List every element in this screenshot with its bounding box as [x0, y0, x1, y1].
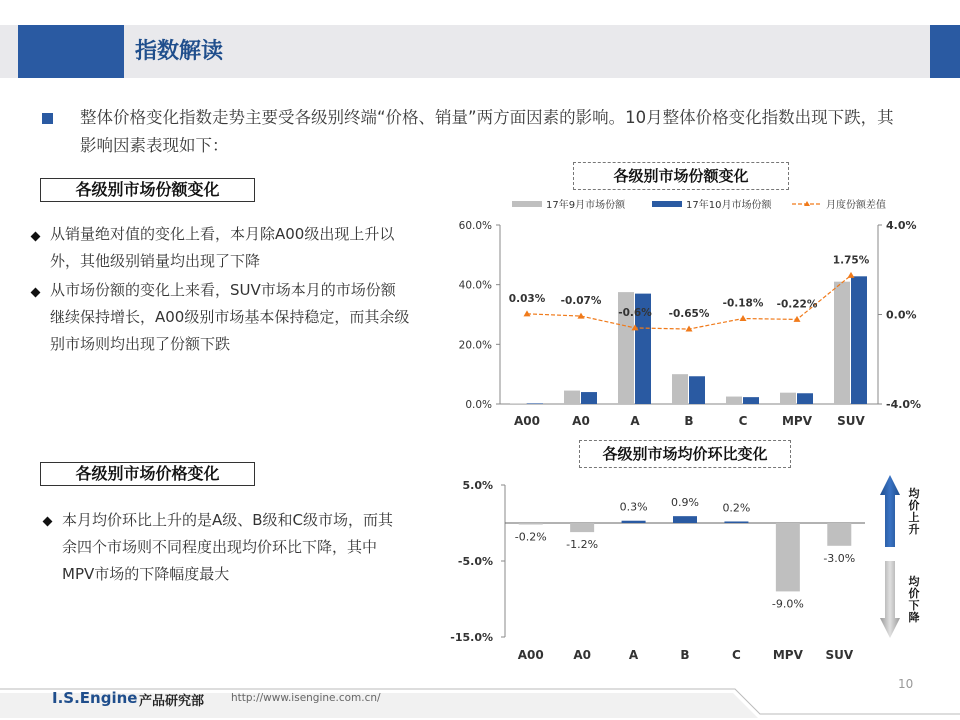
x-tick-label: A — [630, 414, 640, 428]
share-diff-label: -0.6% — [618, 306, 652, 319]
up-arrow-label: 均价上升 — [908, 487, 920, 536]
share-diff-label: -0.22% — [776, 298, 818, 311]
price-bullet-1: 本月均价环比上升的是A级、B级和C级市场，而其余四个市场则不同程度出现均价环比下降，其中MPV市场的下降幅度最大 — [62, 511, 394, 583]
chart2-title: 各级别市场均价环比变化 — [579, 440, 791, 468]
price-bar-label: -0.2% — [514, 530, 547, 544]
square-bullet-icon — [42, 113, 53, 124]
legend-label: 17年10月市场份额 — [686, 200, 772, 211]
price-bar-MPV — [776, 523, 800, 591]
x-tick-label: MPV — [772, 648, 803, 662]
price-change-chart — [430, 465, 950, 675]
share-diff-label: -0.65% — [668, 308, 710, 321]
share-bullet-1: 从销量绝对值的变化上看，本月除A00级出现上升以外，其他级别销量均出现了下降 — [50, 225, 395, 270]
page-title: 指数解读 — [135, 39, 224, 64]
y-tick-label: -15.0% — [450, 631, 493, 644]
x-tick-label: MPV — [781, 414, 813, 428]
legend-swatch — [512, 201, 542, 207]
price-bar-SUV — [827, 523, 851, 546]
bar-A0-oct — [581, 392, 597, 404]
up-arrow-icon — [880, 475, 900, 547]
bar-A00-sep — [510, 403, 526, 404]
price-bar-C — [724, 521, 748, 523]
down-arrow-label: 均价下降 — [908, 575, 920, 624]
share-diff-point — [524, 310, 531, 316]
price-bar-label: 0.2% — [722, 501, 751, 515]
page-number: 10 — [898, 677, 914, 691]
bar-B-sep — [672, 374, 688, 404]
x-tick-label: C — [732, 648, 741, 662]
right-tick-label: 4.0% — [886, 219, 917, 232]
left-tick-label: 40.0% — [458, 279, 492, 292]
x-tick-label: A — [628, 648, 639, 662]
price-bar-label: -3.0% — [823, 551, 856, 565]
share-chart — [430, 190, 940, 435]
section-title-price: 各级别市场价格变化 — [40, 462, 255, 486]
left-tick-label: 60.0% — [458, 220, 492, 232]
chart1-title: 各级别市场份额变化 — [573, 162, 789, 190]
diamond-bullet-icon — [43, 517, 53, 527]
section-title-share: 各级别市场份额变化 — [40, 178, 255, 202]
right-tick-label: 0.0% — [886, 308, 917, 322]
diamond-bullet-icon — [31, 232, 41, 242]
header-accent-right — [930, 25, 960, 78]
price-bar-label: 0.3% — [619, 500, 648, 514]
price-bar-label: -1.2% — [566, 538, 599, 552]
share-diff-label: 0.03% — [508, 292, 546, 305]
intro-paragraph: 整体价格变化指数走势主要受各级别终端“价格、销量”两方面因素的影响。10月整体价格变化指数出现下跌，其影响因素表现如下： — [80, 108, 894, 155]
bar-B-oct — [689, 376, 705, 404]
share-diff-label: 1.75% — [832, 254, 870, 267]
x-tick-label: B — [684, 414, 694, 428]
share-diff-label: -0.18% — [722, 297, 764, 310]
bar-A00-oct — [527, 403, 543, 404]
share-bullet-2: 从市场份额的变化上来看，SUV市场本月的市场份额继续保持增长，A00级别市场基本保持稳定，而其余级别市场则均出现了份额下跌 — [50, 281, 410, 353]
x-tick-label: B — [680, 648, 690, 662]
footer-url-link[interactable]: http://www.isengine.com.cn/ — [231, 692, 381, 704]
left-tick-label: 0.0% — [465, 399, 492, 411]
bar-C-sep — [726, 397, 742, 404]
bar-MPV-oct — [797, 393, 813, 404]
bar-A0-sep — [564, 391, 580, 404]
y-tick-label: 5.0% — [462, 479, 493, 492]
x-tick-label: C — [738, 414, 748, 428]
price-bar-A00 — [519, 523, 543, 525]
y-tick-label: -5.0% — [457, 555, 493, 568]
share-diff-point — [740, 315, 747, 321]
bar-MPV-sep — [780, 393, 796, 404]
header-accent-left — [18, 25, 124, 78]
bar-C-oct — [743, 397, 759, 404]
share-diff-point — [848, 272, 855, 278]
price-bar-A — [622, 521, 646, 523]
x-tick-label: A00 — [517, 648, 544, 662]
right-tick-label: -4.0% — [886, 398, 922, 411]
x-tick-label: A0 — [572, 414, 590, 428]
price-bar-B — [673, 516, 697, 523]
share-diff-label: -0.07% — [560, 295, 602, 308]
share-diff-point — [794, 316, 801, 322]
price-bar-label: 0.9% — [671, 496, 699, 510]
diamond-bullet-icon — [31, 288, 41, 298]
bar-SUV-sep — [834, 282, 850, 404]
bar-SUV-oct — [851, 276, 867, 404]
price-bar-A0 — [570, 523, 594, 532]
footer-dept: 产品研究部 — [139, 694, 205, 709]
x-tick-label: SUV — [837, 414, 865, 428]
x-tick-label: SUV — [825, 648, 854, 662]
price-bar-label: -9.0% — [771, 597, 804, 611]
legend-label: 月度份额差值 — [826, 200, 886, 211]
down-arrow-icon — [880, 561, 900, 638]
x-tick-label: A00 — [514, 414, 540, 428]
legend-swatch — [652, 201, 682, 207]
left-tick-label: 20.0% — [458, 339, 492, 352]
footer-brand: I.S.Engine — [52, 689, 138, 707]
legend-label: 17年9月市场份额 — [546, 200, 626, 211]
x-tick-label: A0 — [573, 648, 591, 662]
